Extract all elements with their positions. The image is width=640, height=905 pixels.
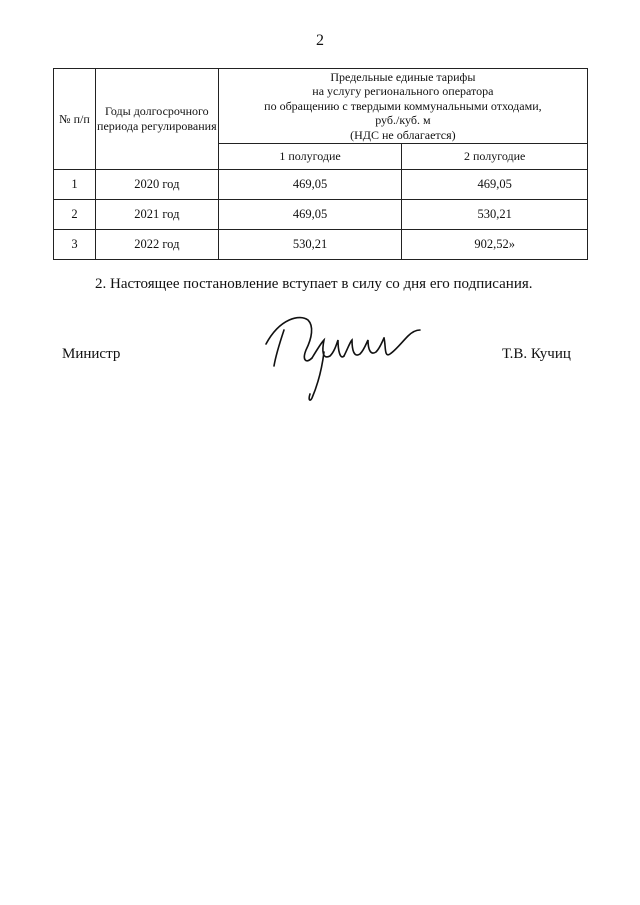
- cell-half1: 469,05: [218, 200, 402, 230]
- cell-year: 2022 год: [95, 230, 218, 260]
- header-tariff-line: Предельные единые тарифы: [330, 69, 476, 84]
- header-half2: 2 полугодие: [402, 144, 588, 170]
- cell-half2: 530,21: [402, 200, 588, 230]
- table-row: [54, 230, 588, 260]
- cell-half1: 469,05: [218, 170, 402, 200]
- tariff-table: [53, 68, 588, 260]
- cell-num: 3: [54, 230, 96, 260]
- page-number: 2: [316, 32, 324, 49]
- header-tariff-line: на услугу регионального оператора: [312, 84, 494, 99]
- table-header-row: [54, 69, 588, 144]
- header-tariff: [218, 69, 587, 144]
- signatory-title: Министр: [62, 346, 121, 362]
- header-tariff-line: (НДС не облагается): [350, 127, 456, 142]
- table-row: [54, 170, 588, 200]
- cell-half2: 902,52»: [402, 230, 588, 260]
- header-years: Годы долгосрочного периода регулирования: [95, 69, 218, 170]
- signatory-name: Т.В. Кучиц: [502, 346, 571, 362]
- header-tariff-line: по обращению с твердыми коммунальными отходами,: [264, 98, 542, 113]
- cell-year: 2020 год: [95, 170, 218, 200]
- cell-num: 2: [54, 200, 96, 230]
- header-half1: 1 полугодие: [218, 144, 402, 170]
- effective-statement: 2. Настоящее постановление вступает в силу со дня его подписания.: [95, 276, 533, 292]
- cell-year: 2021 год: [95, 200, 218, 230]
- header-num: № п/п: [54, 69, 96, 170]
- table-row: [54, 200, 588, 230]
- header-tariff-line: руб./куб. м: [375, 113, 431, 128]
- cell-half2: 469,05: [402, 170, 588, 200]
- signature-image: [262, 308, 422, 408]
- cell-half1: 530,21: [218, 230, 402, 260]
- cell-num: 1: [54, 170, 96, 200]
